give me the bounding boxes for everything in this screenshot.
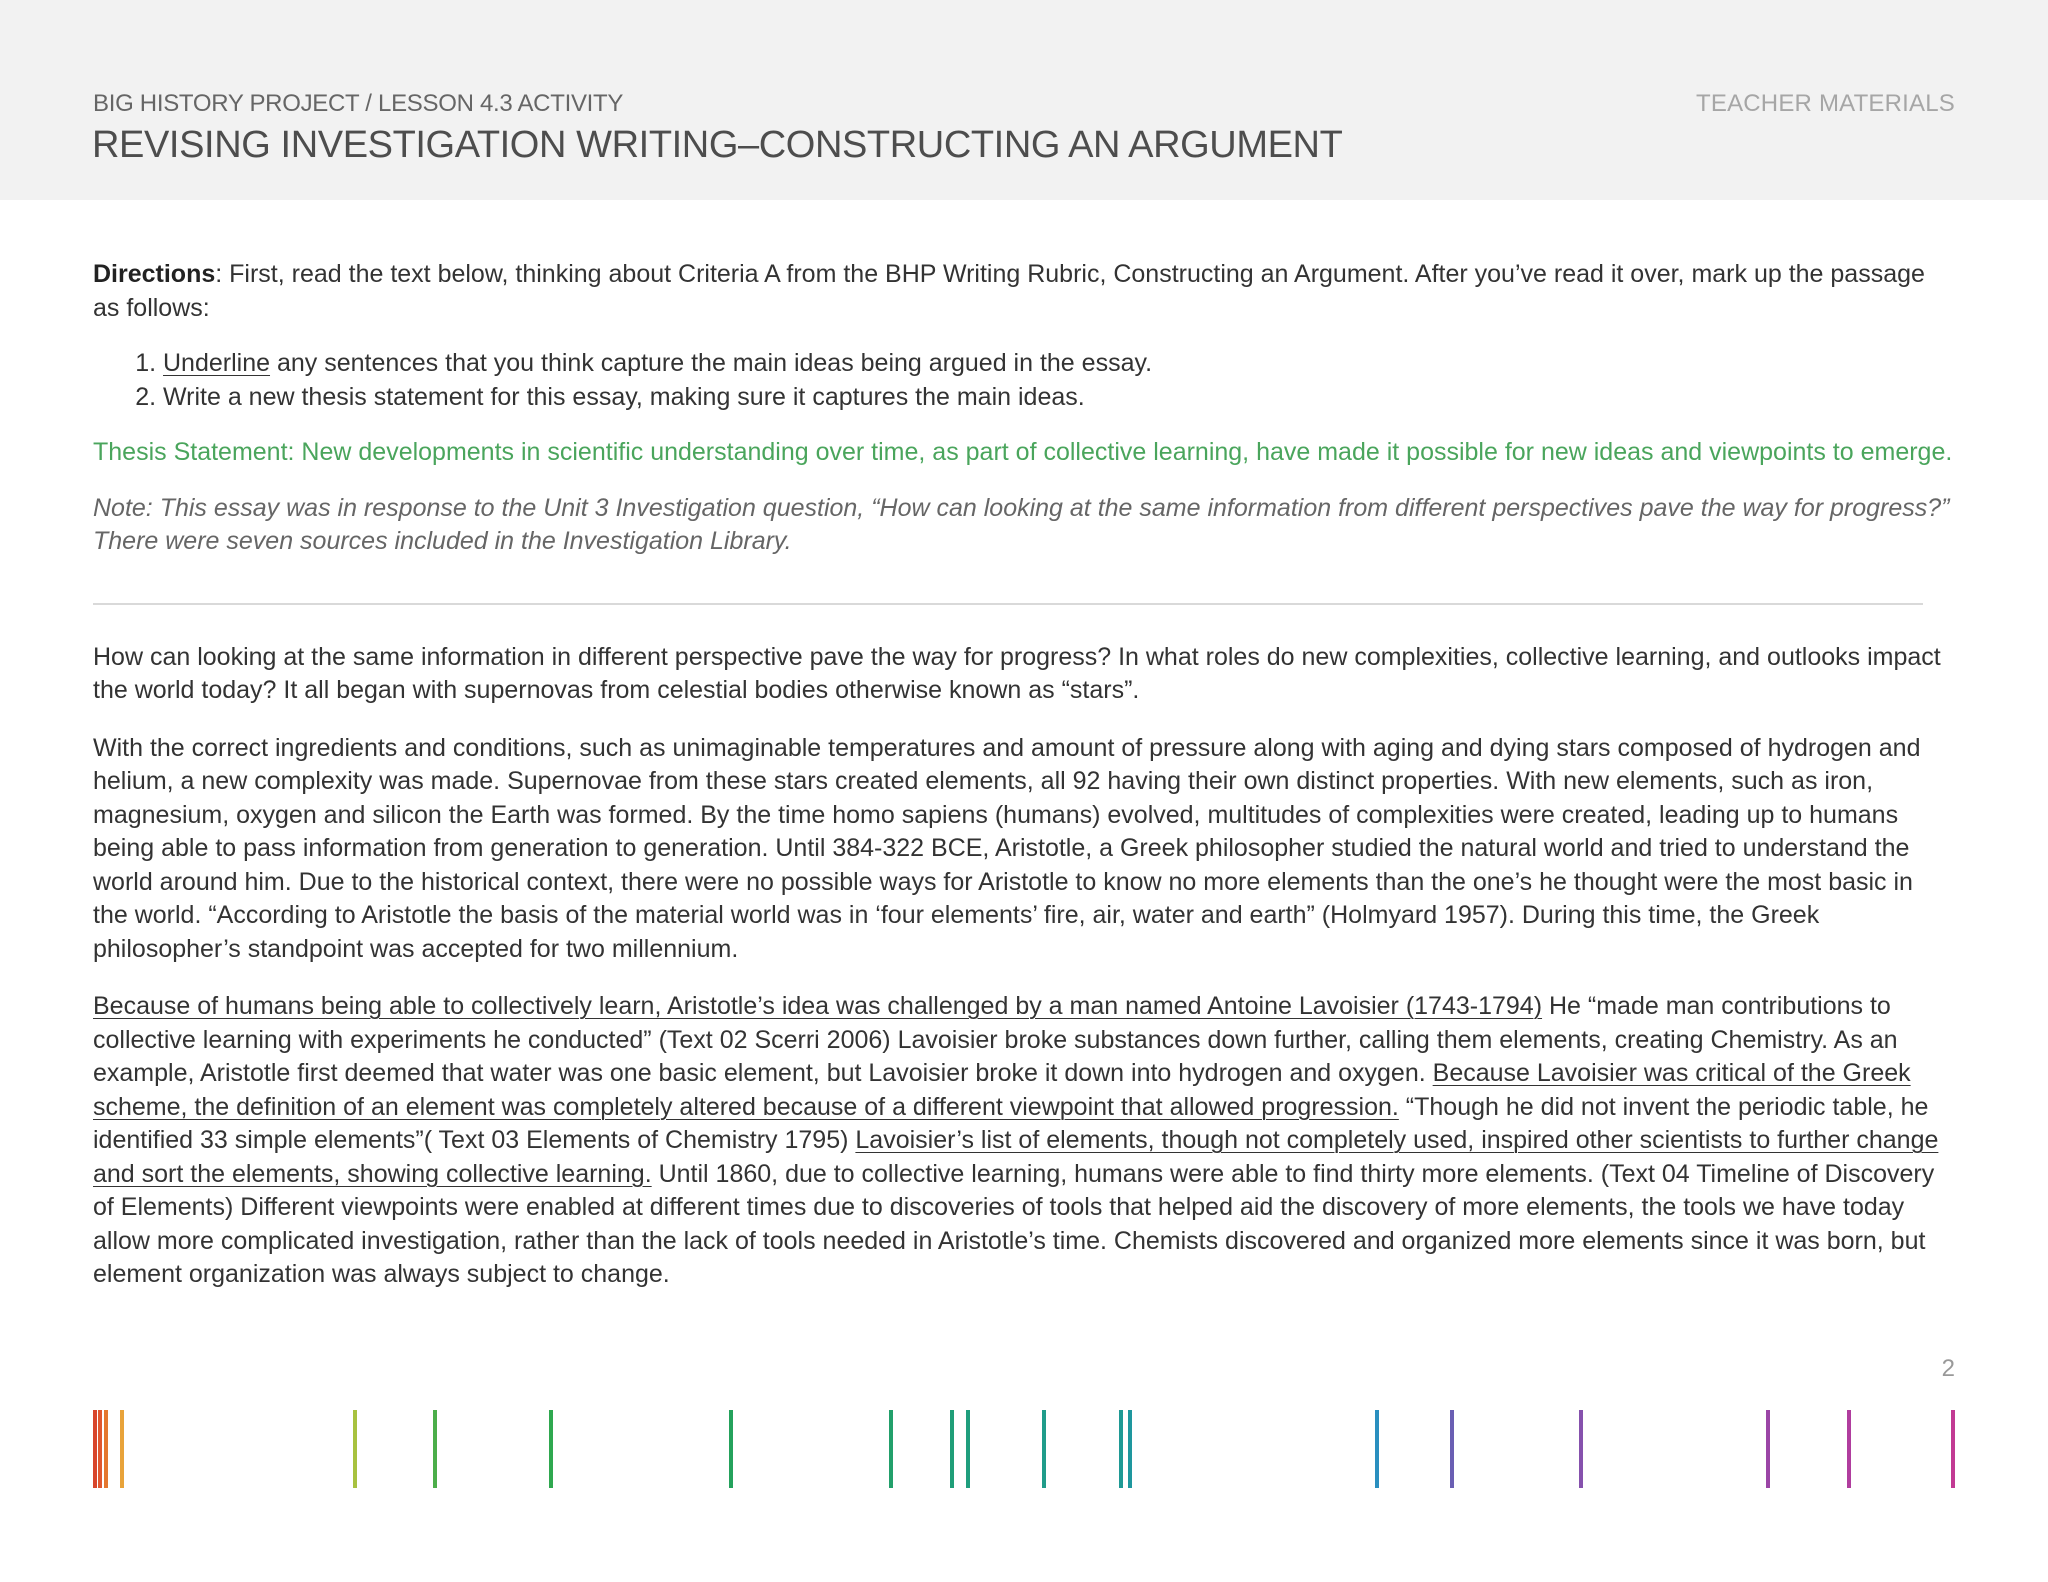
page-title: REVISING INVESTIGATION WRITING–CONSTRUCTING AN ARGUMENT (92, 124, 1343, 166)
teacher-materials-label: TEACHER MATERIALS (1696, 90, 1955, 117)
timeline-tick (1579, 1410, 1583, 1488)
step-2: 2. Write a new thesis statement for this essay, making sure it captures the main ideas. (163, 381, 1953, 415)
timeline-tick (1766, 1410, 1770, 1488)
timeline-tick (950, 1410, 954, 1488)
timeline-tick (98, 1410, 102, 1488)
paragraph-3-text-3: Until 1860, due to collective learning, humans were able to find thirty more elements. (Text 04 Timeline of Discovery of Elements) Different viewpoints were enabled at different times due to discoveries of tools that helped aid the discovery of more elements, the tools we have today allow more complicated investigation, rather than the lack of tools needed in Aristotle’s time. Chemists discovered and organized more elements since it was born, but element organization was always subject to change. (93, 1159, 1935, 1288)
paragraph-3-text-1: He “made man contributions to collective learning with experiments he conducted” (Text 02 Scerri 2006) Lavoisier broke substances down further, calling them elements, creating Chemistry. As an example, Aristotle first deemed that water was one basic element, but Lavoisier broke it down into hydrogen and oxygen. (93, 992, 1898, 1087)
timeline-tick (1847, 1410, 1851, 1488)
thesis-statement: Thesis Statement: New developments in scientific understanding over time, as part of collective learning, have made it possible for new ideas and viewpoints to emerge. (93, 438, 1953, 466)
underlined-sentence-1: Because of humans being able to collectively learn, Aristotle’s idea was challenged by a man named Antoine Lavoisier (1743-1794) (93, 992, 1543, 1020)
timeline-tick (729, 1410, 733, 1488)
paragraph-3-text-2: “Though he did not invent the periodic table, he identified 33 simple elements”( Text 03 Elements of Chemistry 1795) (93, 1092, 1929, 1154)
page-number: 2 (1941, 1355, 1955, 1382)
timeline-tick (1375, 1410, 1379, 1488)
underlined-sentence-3: Lavoisier’s list of elements, though not completely used, inspired other scientists to further change and sort the elements, showing collective learning. (93, 1126, 1939, 1188)
step-1-underline-word: Underline (163, 349, 271, 377)
essay-paragraph-2: With the correct ingredients and conditions, such as unimaginable temperatures and amount of pressure along with aging and dying stars composed of hydrogen and helium, a new complexity was made. Supernovae from these stars created elements, all 92 having their own distinct properties. With new elements, such as iron, magnesium, oxygen and silicon the Earth was formed. By the time homo sapiens (humans) evolved, multitudes of complexities were created, leading up to humans being able to pass information from generation to generation. Until 384-322 BCE, Aristotle, a Greek philosopher studied the natural world and tried to understand the world around him. Due to the historical context, there were no possible ways for Aristotle to know no more elements than the one’s he thought were the most basic in the world. “According to Aristotle the basis of the material world was in ‘four elements’ fire, air, water and earth” (Holmyard 1957). During this time, the Greek philosopher’s standpoint was accepted for two millennium. (93, 733, 1921, 963)
directions-steps (93, 347, 1953, 414)
essay-note: Note: This essay was in response to the Unit 3 Investigation question, “How can looking at the same information from different perspectives pave the way for progress?” There were seven sources included in the Investigation Library. (93, 493, 1950, 555)
timeline-tick (966, 1410, 970, 1488)
decorative-timeline-bar (0, 1410, 2048, 1490)
timeline-tick (1951, 1410, 1955, 1488)
timeline-tick (1128, 1410, 1132, 1488)
timeline-tick (93, 1410, 97, 1488)
essay-paragraph-1: How can looking at the same information in different perspective pave the way for progress? In what roles do new complexities, collective learning, and outlooks impact the world today? It all began with supernovas from celestial bodies otherwise known as “stars”. (93, 642, 1941, 704)
timeline-tick (433, 1410, 437, 1488)
timeline-tick (1119, 1410, 1123, 1488)
step-1 (163, 347, 1953, 381)
timeline-tick (889, 1410, 893, 1488)
timeline-tick (120, 1410, 124, 1488)
directions-label: Directions (93, 260, 216, 288)
directions (93, 258, 1953, 325)
breadcrumb: BIG HISTORY PROJECT / LESSON 4.3 ACTIVITY (93, 90, 624, 117)
step-1-text: any sentences that you think capture the main ideas being argued in the essay. (270, 349, 1153, 377)
timeline-tick (1450, 1410, 1454, 1488)
document-body (93, 258, 1953, 1292)
essay-paragraph-3 (93, 990, 1953, 1292)
timeline-tick (353, 1410, 357, 1488)
timeline-tick (1042, 1410, 1046, 1488)
timeline-tick (104, 1410, 108, 1488)
timeline-tick (549, 1410, 553, 1488)
directions-text: : First, read the text below, thinking about Criteria A from the BHP Writing Rubric, Constructing an Argument. After you’ve read it over, mark up the passage as follows: (93, 260, 1925, 322)
section-divider (93, 603, 1923, 605)
underlined-sentence-2: Because Lavoisier was critical of the Greek scheme, the definition of an element was completely altered because of a different viewpoint that allowed progression. (93, 1059, 1911, 1121)
